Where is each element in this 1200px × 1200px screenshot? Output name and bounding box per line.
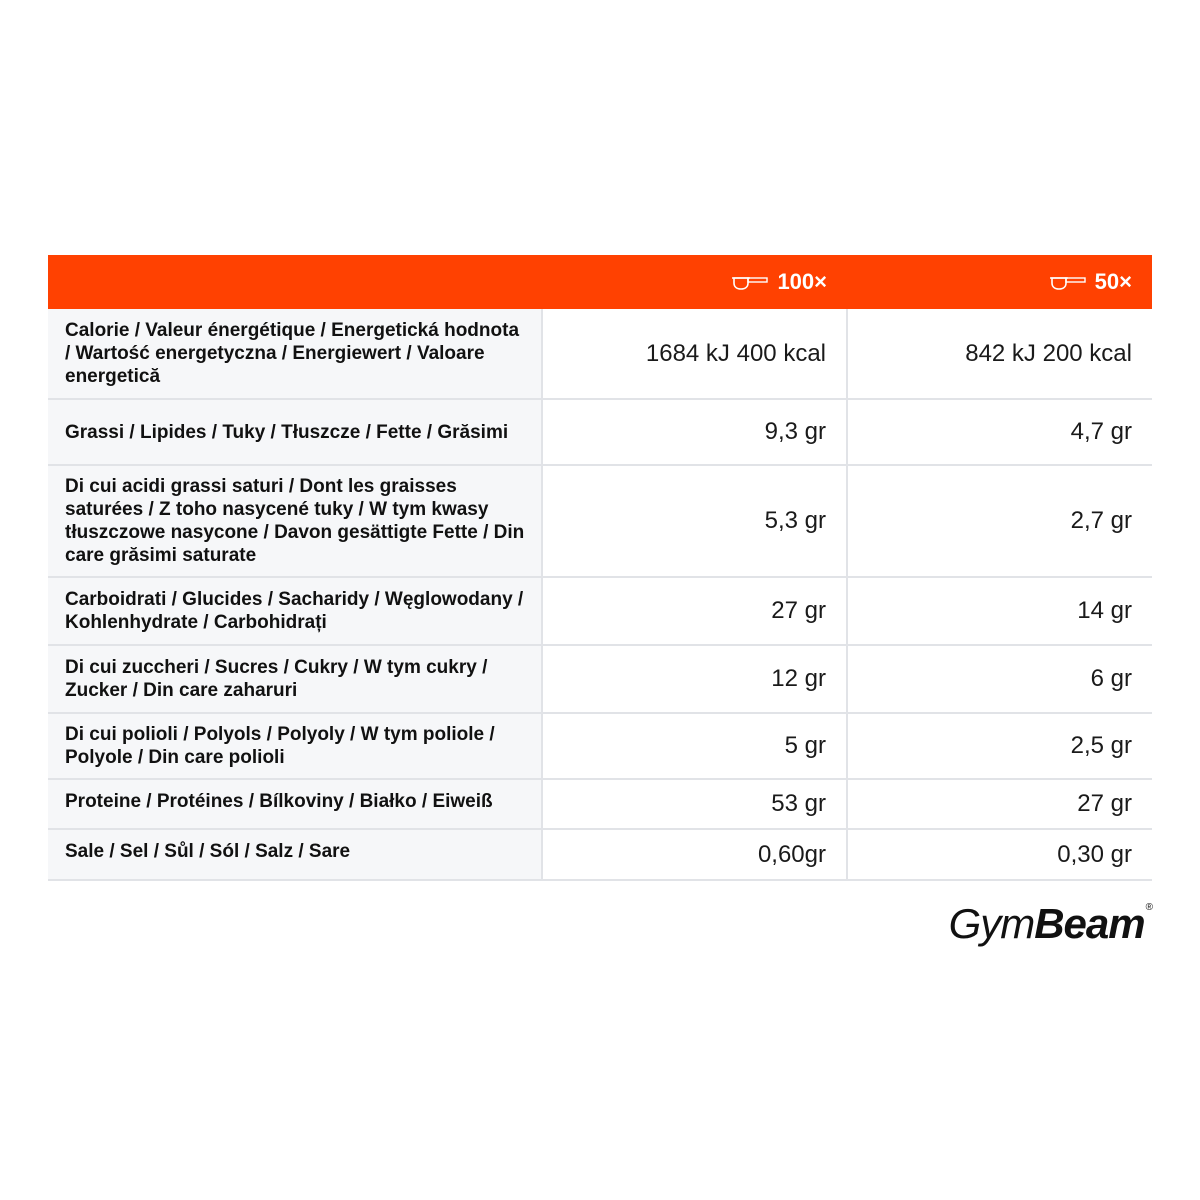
nutrition-table bbox=[48, 255, 1152, 881]
table-row bbox=[48, 645, 1152, 713]
value-100: 0,60gr bbox=[542, 829, 847, 880]
table-header bbox=[48, 255, 1152, 309]
gymbeam-logo bbox=[949, 900, 1152, 948]
table-body bbox=[48, 309, 1152, 880]
value-100: 5,3 gr bbox=[542, 465, 847, 577]
header-50-servings bbox=[847, 255, 1152, 309]
header-100-servings bbox=[542, 255, 847, 309]
value-100: 53 gr bbox=[542, 779, 847, 829]
value-100: 5 gr bbox=[542, 713, 847, 779]
value-100: 12 gr bbox=[542, 645, 847, 713]
value-100: 9,3 gr bbox=[542, 399, 847, 465]
nutrient-label: Proteine / Protéines / Bílkoviny / Białko / Eiweiß bbox=[48, 779, 542, 829]
nutrition-table-container bbox=[48, 255, 1152, 881]
table-row bbox=[48, 399, 1152, 465]
scoop-icon bbox=[1049, 272, 1087, 290]
value-50: 6 gr bbox=[847, 645, 1152, 713]
value-50: 0,30 gr bbox=[847, 829, 1152, 880]
table-row bbox=[48, 465, 1152, 577]
table-row bbox=[48, 779, 1152, 829]
value-50: 4,7 gr bbox=[847, 399, 1152, 465]
nutrient-label: Di cui acidi grassi saturi / Dont les graisses saturées / Z toho nasycené tuky / W tym kwasy tłuszczowe nasycone / Davon gesättigte Fette / Din care grăsimi saturate bbox=[48, 465, 542, 577]
nutrient-label: Di cui zuccheri / Sucres / Cukry / W tym cukry / Zucker / Din care zaharuri bbox=[48, 645, 542, 713]
table-row bbox=[48, 577, 1152, 645]
nutrient-label: Grassi / Lipides / Tuky / Tłuszcze / Fette / Grăsimi bbox=[48, 399, 542, 465]
logo-text-beam: Beam bbox=[1034, 900, 1145, 947]
header-50-label: 50× bbox=[1094, 269, 1132, 294]
nutrient-label: Di cui polioli / Polyols / Polyoly / W tym poliole / Polyole / Din care polioli bbox=[48, 713, 542, 779]
value-50: 842 kJ 200 kcal bbox=[847, 309, 1152, 399]
value-50: 2,7 gr bbox=[847, 465, 1152, 577]
value-50: 2,5 gr bbox=[847, 713, 1152, 779]
nutrient-label: Sale / Sel / Sůl / Sól / Salz / Sare bbox=[48, 829, 542, 880]
nutrient-label: Carboidrati / Glucides / Sacharidy / Węglowodany / Kohlenhydrate / Carbohidrați bbox=[48, 577, 542, 645]
value-50: 27 gr bbox=[847, 779, 1152, 829]
table-row bbox=[48, 713, 1152, 779]
table-row bbox=[48, 309, 1152, 399]
registered-mark: ® bbox=[1145, 902, 1152, 913]
header-100-label: 100× bbox=[777, 269, 827, 294]
value-100: 27 gr bbox=[542, 577, 847, 645]
value-100: 1684 kJ 400 kcal bbox=[542, 309, 847, 399]
table-row bbox=[48, 829, 1152, 880]
logo-text-gym: Gym bbox=[948, 900, 1035, 947]
value-50: 14 gr bbox=[847, 577, 1152, 645]
header-nutrient bbox=[48, 255, 542, 309]
header-row bbox=[48, 255, 1152, 309]
scoop-icon bbox=[731, 272, 769, 290]
nutrient-label: Calorie / Valeur énergétique / Energetická hodnota / Wartość energetyczna / Energiewert / Valoare energetică bbox=[48, 309, 542, 399]
